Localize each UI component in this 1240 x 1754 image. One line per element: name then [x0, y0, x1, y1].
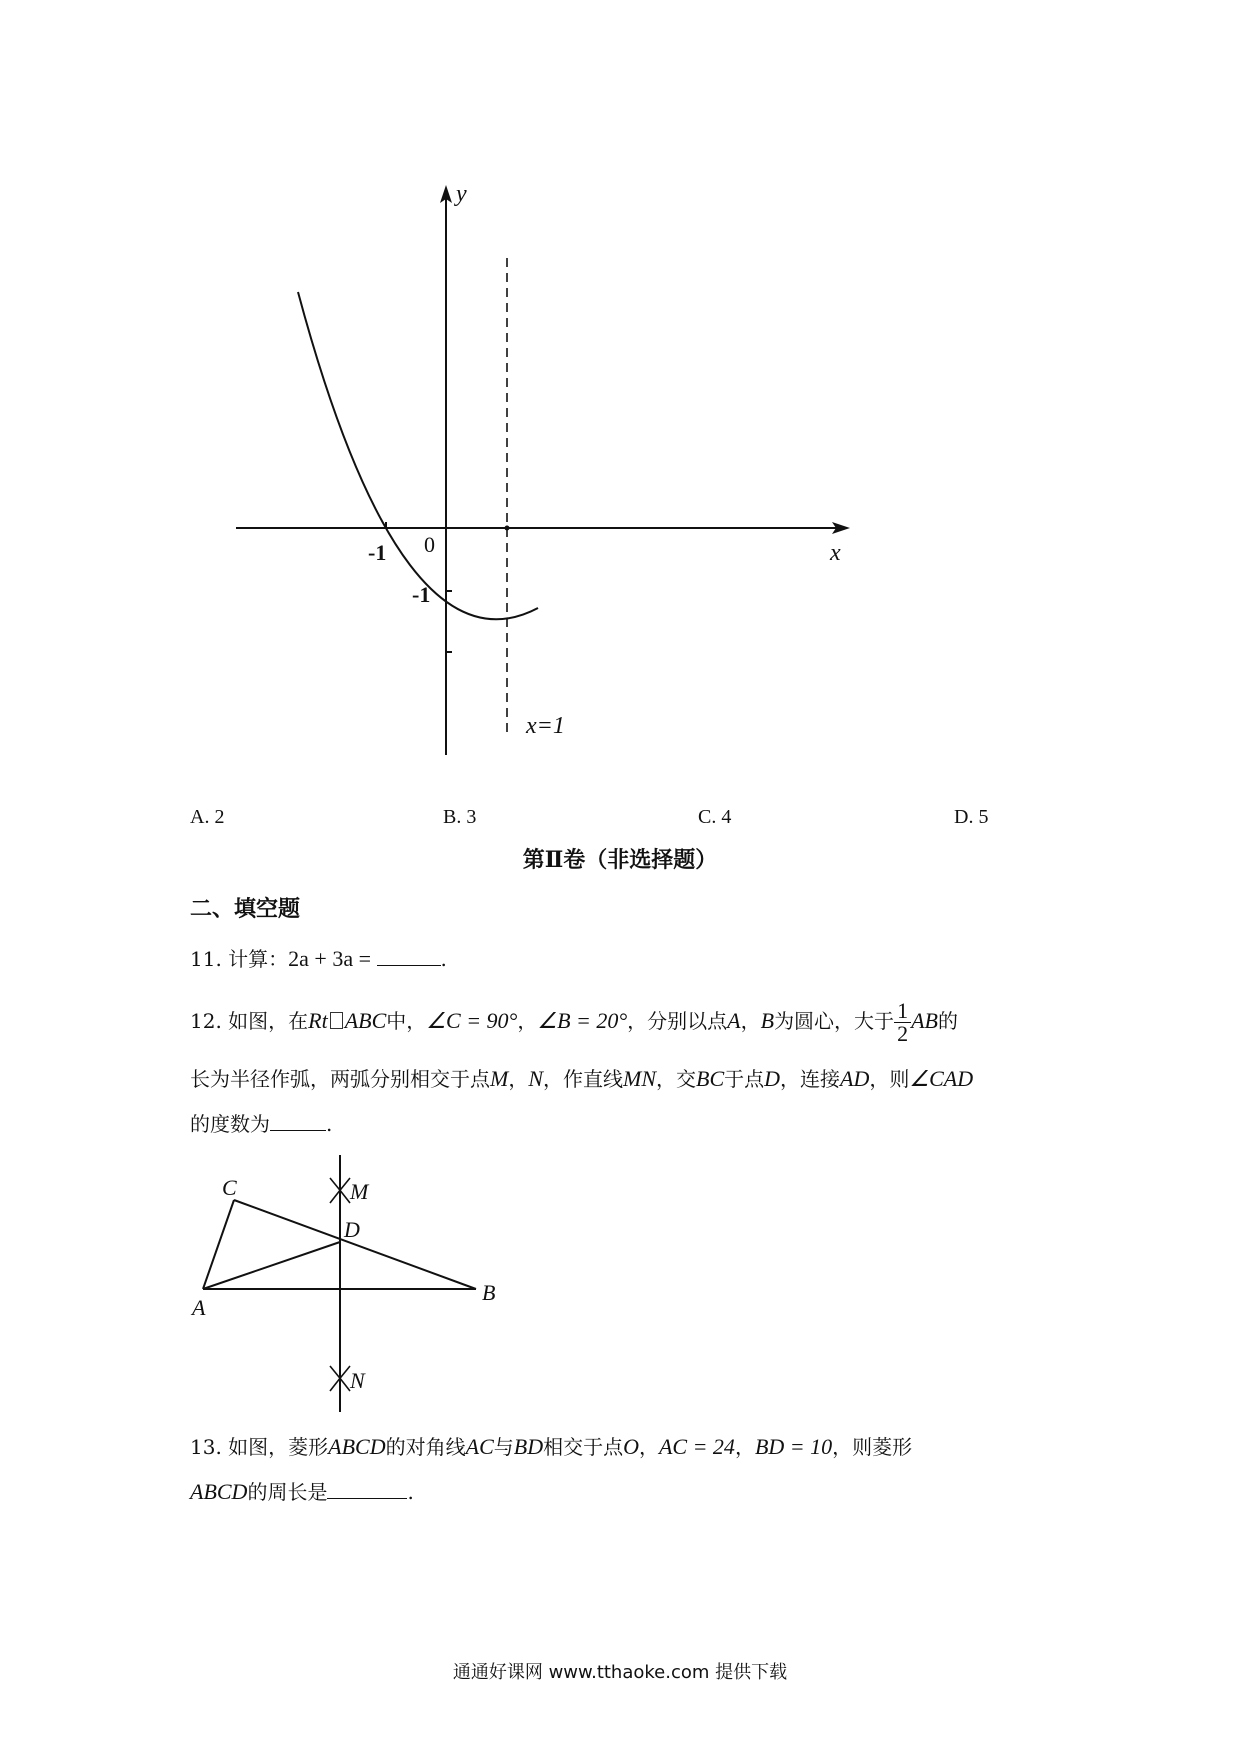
q11-expression: 2a + 3a = [288, 946, 377, 971]
q12-d: D [764, 1066, 781, 1091]
q12-text: ， [517, 1009, 538, 1033]
label-m: M [350, 1179, 369, 1204]
q12-text: 于点 [724, 1067, 765, 1091]
symmetry-line-label: x=1 [526, 713, 565, 739]
q12-triangle: ABC [344, 1008, 387, 1033]
q13-abcd: ABCD [328, 1434, 386, 1459]
option-b: B. 3 [443, 806, 477, 828]
x-tick-label: -1 [368, 540, 387, 565]
q13-text: 相交于点 [543, 1435, 624, 1459]
q13-text: . [407, 1480, 414, 1504]
label-d: D [344, 1217, 360, 1242]
q12-text: 的 [937, 1009, 958, 1033]
q13-text: 与 [493, 1435, 514, 1459]
x-axis-label: x [830, 540, 841, 566]
q13-o: O [623, 1434, 639, 1459]
q12-m: M [490, 1066, 509, 1091]
q12-text: 12. 如图，在 [190, 1009, 309, 1033]
q13-bd-value: BD = 10 [754, 1434, 833, 1459]
fraction-one-half [894, 1000, 911, 1045]
fraction-denominator: 2 [897, 1021, 909, 1046]
q12-text: 中， [386, 1009, 427, 1033]
parabola-graph [0, 0, 1240, 790]
question-13-line2 [190, 1476, 414, 1505]
q12-angle-c: ∠C = 90° [426, 1008, 518, 1033]
q12-text: 为圆心，大于 [774, 1009, 895, 1033]
q12-text: ，交 [656, 1067, 697, 1091]
q12-rt: Rt [308, 1008, 328, 1033]
q12-text: ， [508, 1067, 529, 1091]
q11-prefix: 11. 计算： [190, 947, 289, 971]
answer-blank [377, 964, 441, 966]
option-c: C. 4 [698, 806, 732, 828]
q12-angle-cad: ∠CAD [909, 1066, 974, 1091]
question-12-line1 [190, 1000, 958, 1045]
footer-watermark: 通通好课网 www.tthaoke.com 提供下载 [452, 1662, 788, 1683]
q13-text: ， [638, 1435, 659, 1459]
fraction-numerator: 1 [894, 1000, 911, 1023]
option-a: A. 2 [190, 806, 225, 828]
segment-ad [203, 1242, 340, 1289]
q12-text: ，分别以点 [627, 1009, 728, 1033]
label-c: C [222, 1175, 237, 1200]
q12-bc: BC [696, 1066, 725, 1091]
segment-ca [203, 1200, 234, 1289]
q13-text: ， [734, 1435, 755, 1459]
q13-text: 的对角线 [385, 1435, 466, 1459]
answer-blank [327, 1497, 407, 1499]
option-d: D. 5 [954, 806, 989, 828]
q12-text: 的度数为 [190, 1112, 270, 1136]
q13-ac-value: AC = 24 [658, 1434, 735, 1459]
q13-ac: AC [465, 1434, 494, 1459]
parabola-curve [298, 292, 538, 619]
label-n: N [350, 1368, 365, 1393]
q13-text: ，则菱形 [832, 1435, 913, 1459]
q12-ab: AB [911, 1008, 938, 1033]
label-b: B [482, 1280, 496, 1305]
origin-label: 0 [424, 532, 435, 557]
q12-mn: MN [623, 1066, 657, 1091]
y-tick-label: -1 [412, 582, 431, 607]
y-axis-label: y [456, 181, 467, 207]
question-13-line1 [190, 1431, 912, 1460]
q12-n: N [528, 1066, 544, 1091]
q12-text: ， [740, 1009, 761, 1033]
q13-text: 的周长是 [247, 1480, 328, 1504]
q13-bd: BD [513, 1434, 544, 1459]
label-a: A [192, 1295, 206, 1320]
q13-text: 13. 如图，菱形 [190, 1435, 329, 1459]
q12-text: ，连接 [780, 1067, 841, 1091]
q13-abcd: ABCD [190, 1479, 248, 1504]
q11-end: . [440, 947, 447, 971]
q12-ad: AD [840, 1066, 870, 1091]
q12-text: . [326, 1112, 333, 1136]
section-heading: 二、填空题 [190, 896, 301, 922]
answer-blank [270, 1129, 326, 1131]
q12-text: ，则 [869, 1067, 910, 1091]
q12-text: 长为半径作弧，两弧分别相交于点 [190, 1067, 490, 1091]
triangle-figure [0, 1140, 560, 1420]
q12-point-a: A [727, 1008, 741, 1033]
q12-text: ，作直线 [543, 1067, 624, 1091]
question-12-line2 [190, 1063, 973, 1092]
segment-cb [234, 1200, 476, 1289]
missing-glyph-box [330, 1012, 343, 1029]
q12-angle-b: ∠B = 20° [537, 1008, 628, 1033]
q12-point-b: B [760, 1008, 775, 1033]
question-11 [190, 943, 447, 972]
section-title: 第Ⅱ卷（非选择题） [522, 847, 718, 873]
question-12-line3 [190, 1108, 332, 1137]
